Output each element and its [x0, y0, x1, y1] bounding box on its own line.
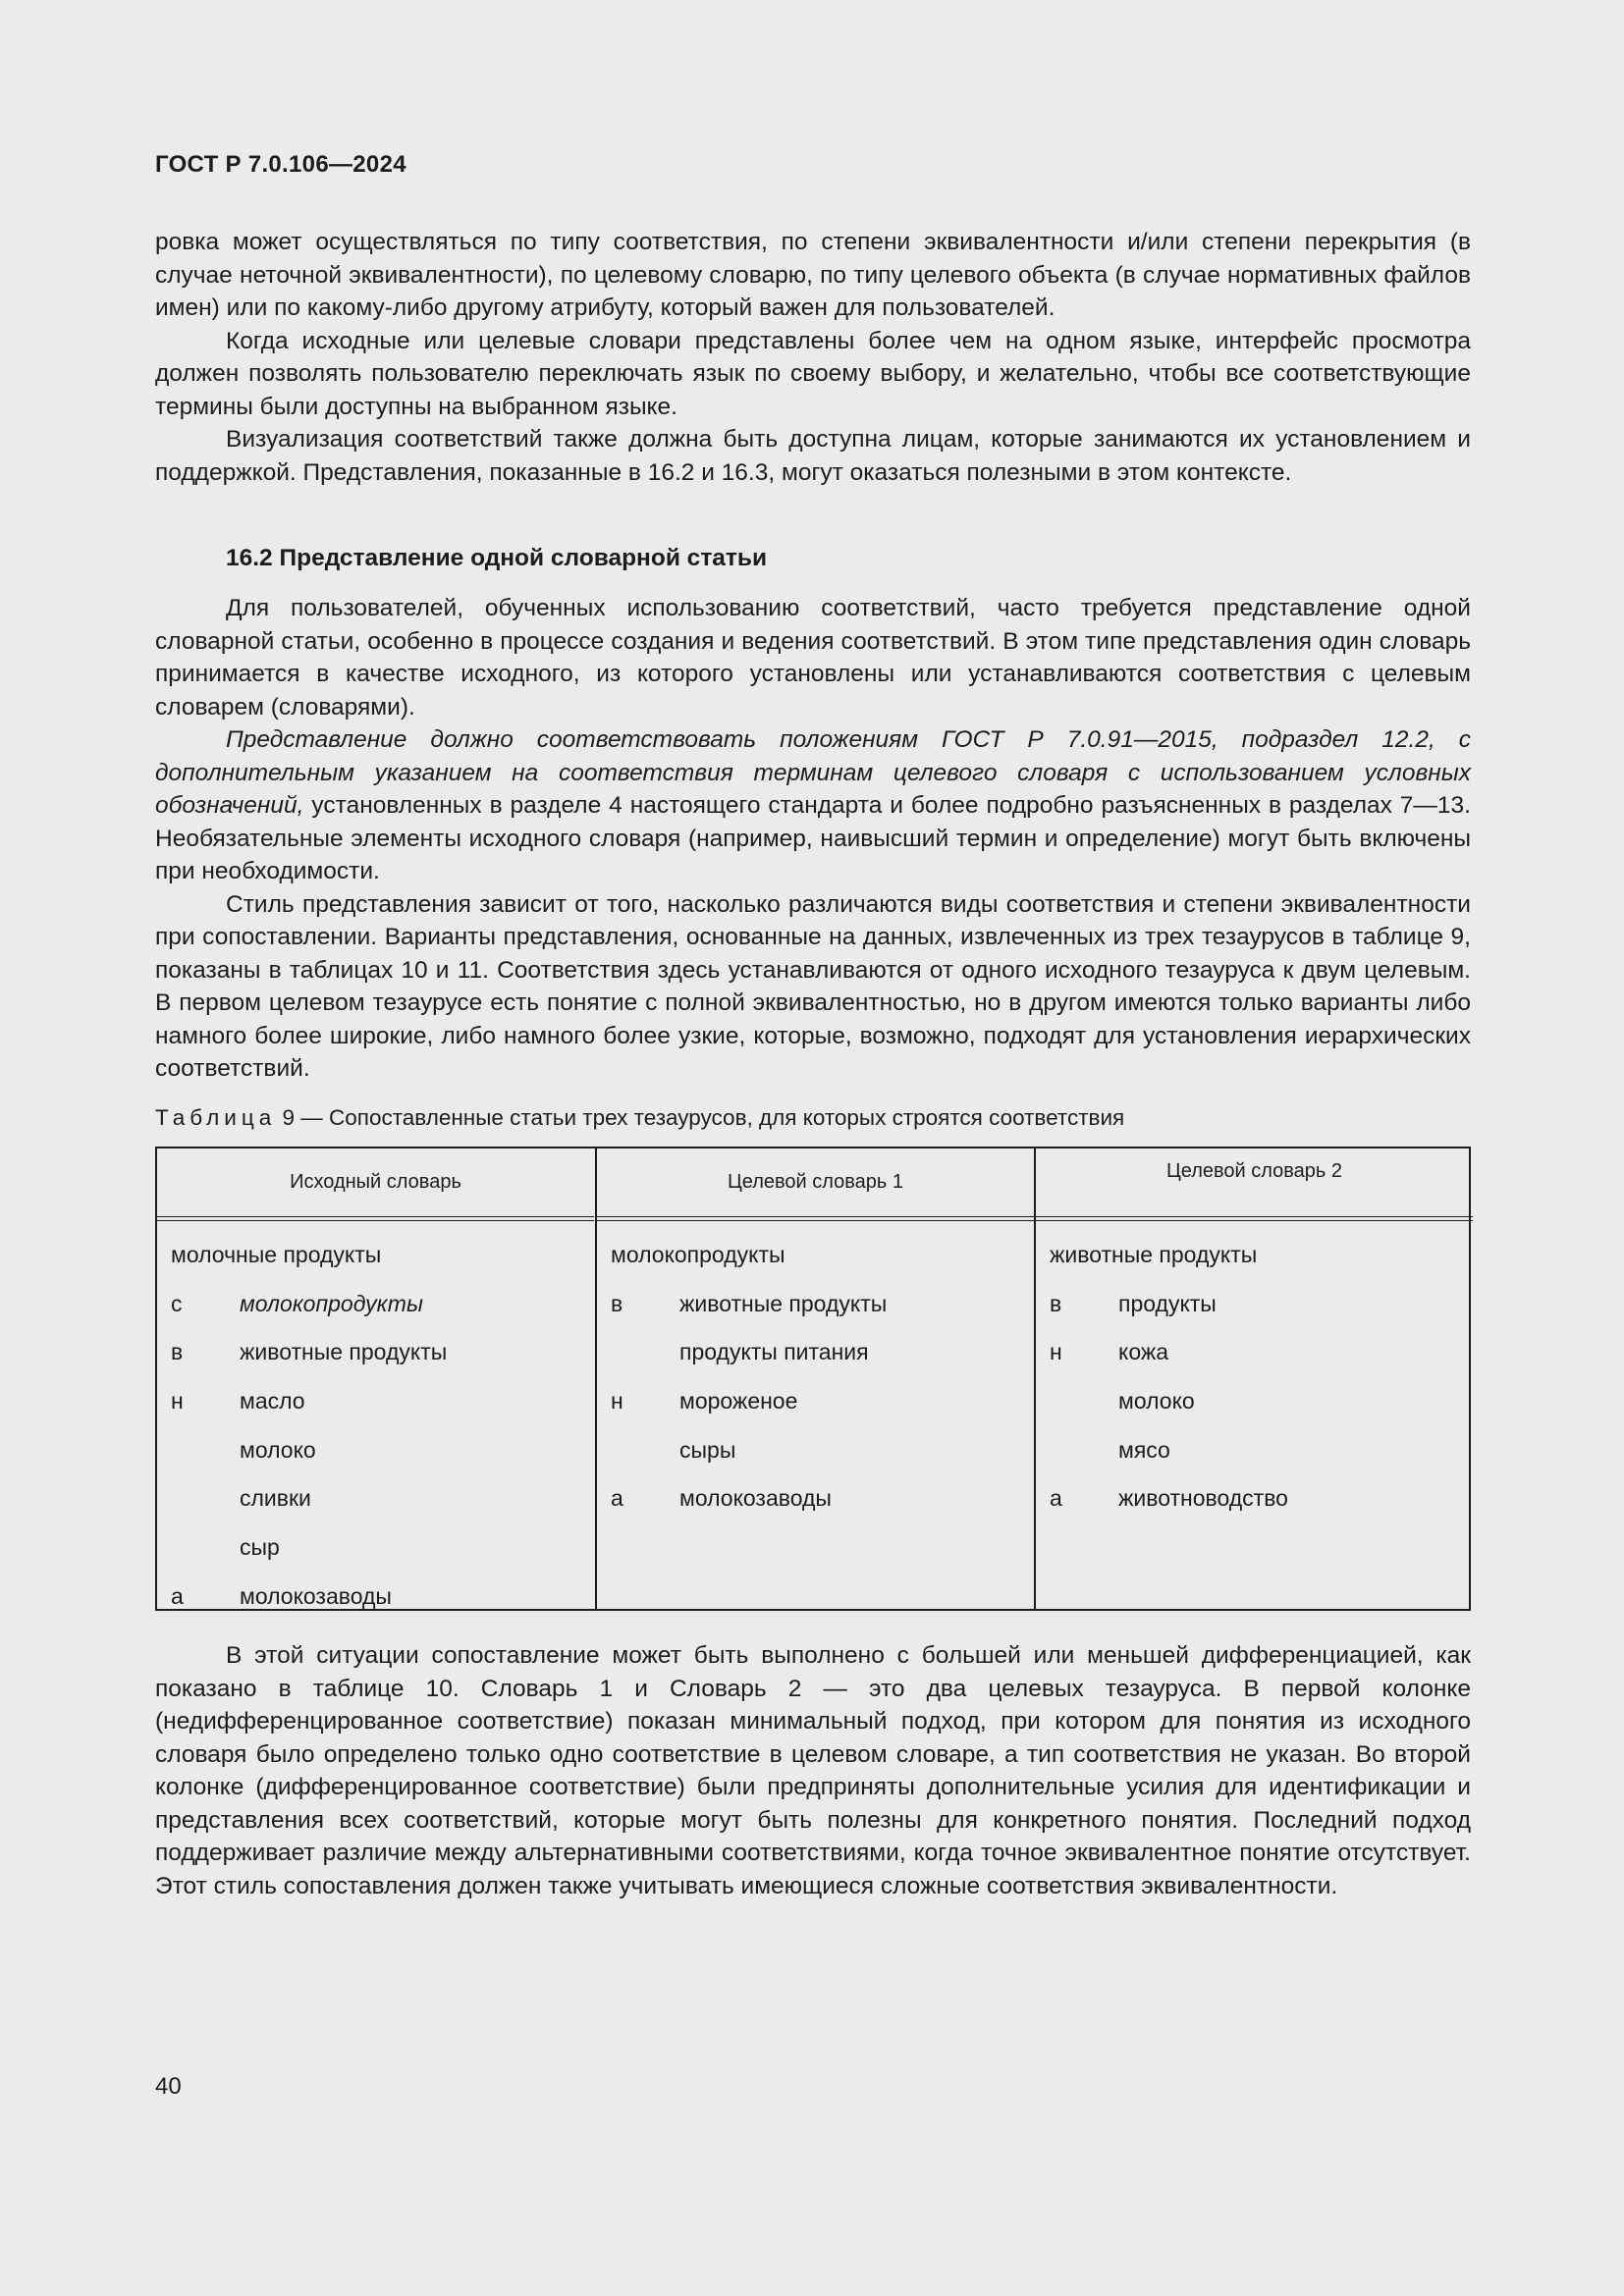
- relation-row: [157, 1573, 594, 1622]
- relation-term: молокопродукты: [240, 1290, 423, 1316]
- relation-term: продукты: [1118, 1290, 1217, 1316]
- page-number: 40: [155, 2073, 182, 2100]
- relation-row: [157, 1280, 594, 1329]
- entry-list: [157, 1221, 594, 1622]
- relation-row: [1036, 1328, 1473, 1377]
- table-column-target-2: [1034, 1148, 1473, 1609]
- relation-row: [1036, 1474, 1473, 1523]
- relation-row: [157, 1426, 594, 1475]
- paragraph: [155, 723, 1471, 888]
- table-caption: [155, 1105, 1124, 1131]
- entry-title: молокопродукты: [611, 1242, 785, 1267]
- relation-code: в: [171, 1339, 184, 1365]
- paragraph: Визуализация соответствий также должна быть доступна лицам, которые занимаются их установлением и поддержкой. Представления, показанные в 16.2 и 16.3, могут оказаться полезными в этом контексте.: [155, 426, 1471, 486]
- table-column-source: [157, 1148, 594, 1609]
- relation-row: [157, 1523, 594, 1573]
- relation-row: [157, 1474, 594, 1523]
- relation-term: животные продукты: [240, 1339, 448, 1365]
- relation-term: кожа: [1118, 1339, 1169, 1365]
- relation-term: молоко: [240, 1436, 316, 1463]
- relation-row: [1036, 1377, 1473, 1426]
- entry-title: животные продукты: [1050, 1242, 1258, 1267]
- relation-term: сыр: [240, 1534, 280, 1561]
- entry-list: [1036, 1221, 1473, 1523]
- relation-row: [597, 1280, 1034, 1329]
- relation-term: продукты питания: [679, 1339, 869, 1365]
- relation-code: а: [1050, 1485, 1062, 1512]
- relation-term: молоко: [1118, 1388, 1195, 1415]
- relation-code: а: [171, 1582, 184, 1609]
- entry-title: молочные продукты: [171, 1242, 382, 1267]
- intro-text-block: [155, 226, 1471, 489]
- relation-term: сливки: [240, 1485, 311, 1512]
- relation-term: мясо: [1118, 1436, 1170, 1463]
- relation-term: животноводство: [1118, 1485, 1288, 1512]
- relation-code: н: [1050, 1339, 1062, 1365]
- relation-row: [1036, 1280, 1473, 1329]
- relation-term: молокозаводы: [240, 1582, 392, 1609]
- relation-code: в: [611, 1290, 623, 1316]
- relation-term: сыры: [679, 1436, 736, 1463]
- relation-row: [157, 1328, 594, 1377]
- relation-row: [597, 1474, 1034, 1523]
- relation-code: н: [171, 1388, 184, 1415]
- relation-row: [1036, 1426, 1473, 1475]
- relation-row: [597, 1328, 1034, 1377]
- paragraph-continuation: установленных в разделе 4 настоящего стандарта и более подробно разъясненных в разделах 7—13. Необязательные элементы исходного словаря (например, наивысший термин и определение) могут быть включены при необходимости.: [155, 792, 1471, 884]
- relation-code: а: [611, 1485, 623, 1512]
- relation-term: животные продукты: [679, 1290, 888, 1316]
- paragraph: ровка может осуществляться по типу соответствия, по степени эквивалентности и/или степени перекрытия (в случае неточной эквивалентности), по целевому словарю, по типу целевого объекта (в случае нормативных файлов имен) или по какому-либо другому атрибуту, который важен для пользователей.: [155, 229, 1471, 321]
- table-column-target-1: [595, 1148, 1034, 1609]
- relation-code: с: [171, 1290, 183, 1316]
- table-caption-text: 9 — Сопоставленные статьи трех тезаурусов, для которых строятся соответствия: [276, 1105, 1125, 1130]
- italic-requirement-text: Представление должно соответствовать положениям ГОСТ Р 7.0.91—2015, подраздел 12.2, с дополнительным указанием на соответствия терминам целевого словаря с использованием условных обозначений,: [155, 726, 1471, 819]
- thesaurus-comparison-table: [155, 1147, 1471, 1611]
- column-header: Целевой словарь 1: [597, 1148, 1034, 1217]
- paragraph: В этой ситуации сопоставление может быть выполнено с большей или меньшей дифференциацией, как показано в таблице 10. Словарь 1 и Словарь 2 — это два целевых тезауруса. В первой колонке (недифференцированное соответствие) показан минимальный подход, при котором для понятия из исходного словаря было определено только одно соответствие в целевом словаре, а тип соответствия не указан. Во второй колонке (дифференцированное соответствие) были предприняты дополнительные усилия для идентификации и представления всех соответствий, которые могут быть полезны для конкретного понятия. Последний подход поддерживает различие между альтернативными соответствиями, когда точное эквивалентное понятие отсутствует. Этот стиль сопоставления должен также учитывать имеющиеся сложные соответствия эквивалентности.: [155, 1642, 1471, 1899]
- document-header: ГОСТ Р 7.0.106—2024: [155, 151, 406, 178]
- table-caption-label: Таблица: [155, 1105, 277, 1130]
- section-text-block: [155, 592, 1471, 1086]
- relation-term: мороженое: [679, 1388, 798, 1415]
- relation-row: [157, 1377, 594, 1426]
- paragraph: Когда исходные или целевые словари представлены более чем на одном языке, интерфейс просмотра должен позволять пользователю переключать язык по своему выбору, и желательно, чтобы все соответствующие термины были доступны на выбранном языке.: [155, 327, 1471, 420]
- column-header: Исходный словарь: [157, 1148, 594, 1217]
- relation-row: [597, 1377, 1034, 1426]
- relation-code: н: [611, 1388, 623, 1415]
- relation-term: молокозаводы: [679, 1485, 832, 1512]
- column-header: Целевой словарь 2: [1036, 1148, 1473, 1217]
- section-heading: 16.2 Представление одной словарной статьи: [226, 545, 768, 571]
- paragraph: Стиль представления зависит от того, насколько различаются виды соответствия и степени эквивалентности при сопоставлении. Варианты представления, основанные на данных, извлеченных из трех тезаурусов в таблице 9, показаны в таблицах 10 и 11. Соответствия здесь устанавливаются от одного исходного тезауруса к двум целевым. В первом целевом тезаурусе есть понятие с полной эквивалентностью, но в другом имеются только варианты либо намного более широкие, либо намного более узкие, которые, возможно, подходят для установления иерархических соответствий.: [155, 890, 1471, 1082]
- relation-row: [597, 1426, 1034, 1475]
- conclusion-text-block: [155, 1639, 1471, 1902]
- relation-term: масло: [240, 1388, 305, 1415]
- relation-code: в: [1050, 1290, 1062, 1316]
- entry-list: [597, 1221, 1034, 1523]
- paragraph: Для пользователей, обученных использованию соответствий, часто требуется представление одной словарной статьи, особенно в процессе создания и ведения соответствий. В этом типе представления один словарь принимается в качестве исходного, из которого установлены или устанавливаются соответствия с целевым словарем (словарями).: [155, 595, 1471, 721]
